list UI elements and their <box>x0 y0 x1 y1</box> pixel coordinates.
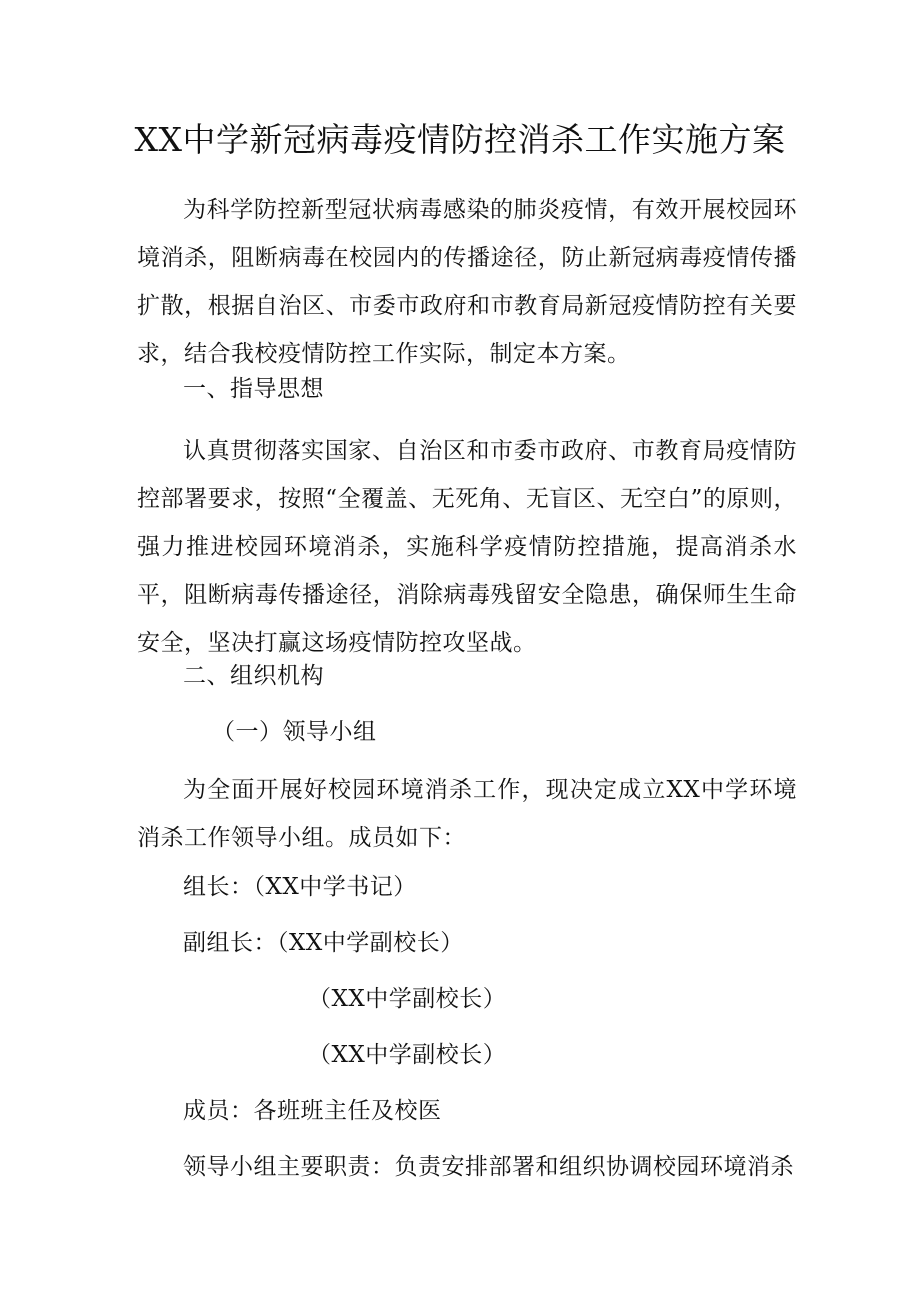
leading-group-paragraph: 为全面开展好校园环境消杀工作，现决定成立XX中学环境消杀工作领导小组。成员如下： <box>137 777 797 851</box>
guiding-thought-paragraph: 认真贯彻落实国家、自治区和市委市政府、市教育局疫情防控部署要求，按照“全覆盖、无死角、无盲区、无空白”的原则，强力推进校园环境消杀，实施科学疫情防控措施，提高消杀水平，阻断病毒传播途径，消除病毒残留安全隐患，确保师生生命安全，坚决打赢这场疫情防控攻坚战。 <box>137 438 797 656</box>
document-title: XX中学新冠病毒疫情防控消杀工作实施方案 <box>134 120 786 159</box>
intro-paragraph: 为科学防控新型冠状病毒感染的肺炎疫情，有效开展校园环境消杀，阻断病毒在校园内的传播途径，防止新冠病毒疫情传播扩散，根据自治区、市委市政府和市教育局新冠疫情防控有关要求，结合我校疫情防控工作实际，制定本方案。 <box>137 197 797 367</box>
deputy-leader-line: 副组长：（XX中学副校长） <box>183 930 464 956</box>
members-line: 成员：各班班主任及校医 <box>183 1098 442 1124</box>
duties-line: 领导小组主要职责：负责安排部署和组织协调校园环境消杀 <box>183 1154 794 1180</box>
deputy-leader-line-2: （XX中学副校长） <box>308 986 507 1012</box>
subsection-heading-leading-group: （一）领导小组 <box>212 719 377 745</box>
section-heading-guiding-thought: 一、指导思想 <box>183 376 324 402</box>
leader-line: 组长：（XX中学书记） <box>183 874 417 900</box>
deputy-leader-line-3: （XX中学副校长） <box>308 1042 507 1068</box>
section-heading-organization: 二、组织机构 <box>183 663 324 689</box>
